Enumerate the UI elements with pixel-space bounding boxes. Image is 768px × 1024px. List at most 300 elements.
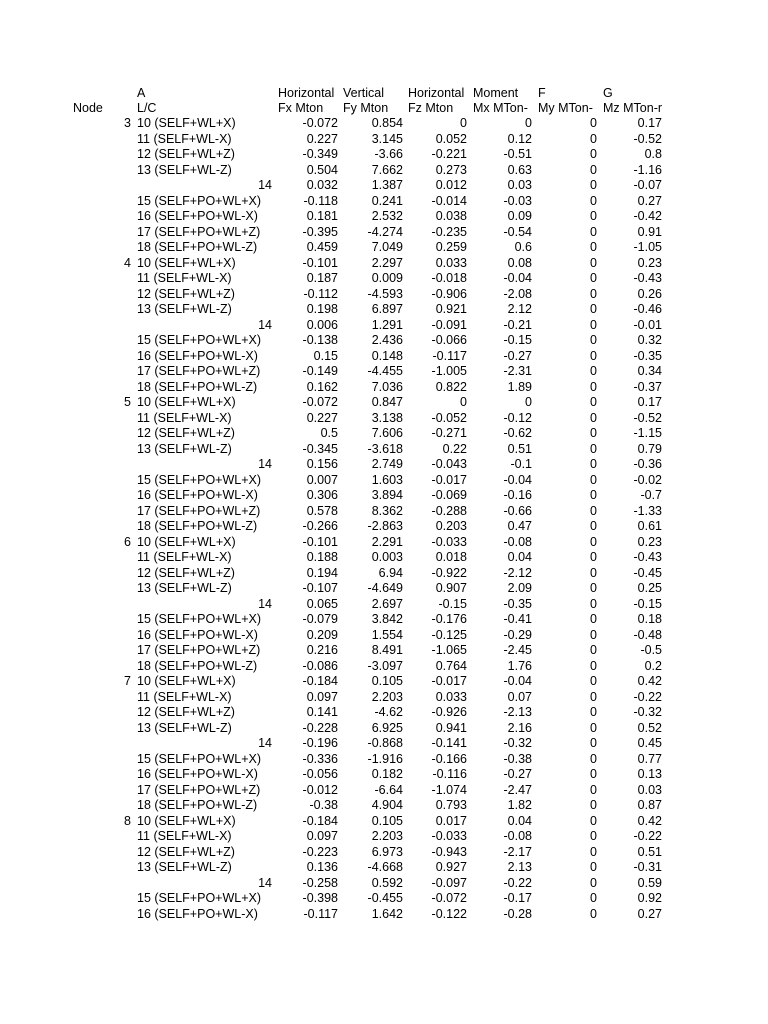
value-fz: -0.018 xyxy=(431,271,467,285)
value-fx: -0.258 xyxy=(302,875,338,890)
value-fz: -0.221 xyxy=(431,147,467,161)
value-mx: -0.27 xyxy=(503,767,532,781)
value-mx: -0.28 xyxy=(503,906,532,921)
header-row1-cell: Horizontal xyxy=(278,86,335,100)
value-my: 0 xyxy=(590,410,597,425)
value-fz: -0.116 xyxy=(432,767,467,781)
load-case: 13 (SELF+WL-Z) xyxy=(137,860,232,874)
load-case: 14 xyxy=(258,317,272,332)
value-fy: -1.916 xyxy=(367,751,403,766)
value-mx: -0.22 xyxy=(503,875,532,890)
value-fy: 3.138 xyxy=(371,410,403,425)
value-my: 0 xyxy=(590,333,597,347)
value-fz: -1.074 xyxy=(431,782,467,797)
value-mz: -0.52 xyxy=(633,410,662,425)
value-mz: 0.79 xyxy=(637,441,662,456)
value-fz: -0.141 xyxy=(431,736,467,750)
value-fx: 0.578 xyxy=(306,503,338,518)
value-mx: 0.04 xyxy=(507,813,532,828)
header-row1-cell: A xyxy=(137,86,146,100)
value-mx: 1.82 xyxy=(507,798,532,812)
load-case: 11 (SELF+WL-X) xyxy=(137,829,232,843)
header-row2-cell: Fz Mton xyxy=(408,101,454,115)
value-fy: 2.532 xyxy=(371,209,403,223)
value-fz: 0.907 xyxy=(435,581,467,595)
value-mz: -0.46 xyxy=(633,302,662,316)
value-my: 0 xyxy=(590,627,597,642)
value-mx: 1.76 xyxy=(507,658,532,673)
load-case: 10 (SELF+WL+X) xyxy=(137,813,236,828)
load-case: 12 (SELF+WL+Z) xyxy=(137,705,235,719)
value-mx: -0.38 xyxy=(503,751,532,766)
load-case: 17 (SELF+PO+WL+Z) xyxy=(137,224,261,239)
value-fz: 0.033 xyxy=(435,255,467,270)
value-fy: -4.668 xyxy=(367,860,403,874)
value-fy: -0.868 xyxy=(367,736,403,750)
value-fz: -0.072 xyxy=(431,891,467,905)
load-case: 13 (SELF+WL-Z) xyxy=(137,441,232,456)
value-my: 0 xyxy=(590,860,597,874)
value-fx: 0.209 xyxy=(306,627,338,642)
value-fy: 6.897 xyxy=(371,302,403,316)
value-fy: -4.455 xyxy=(367,364,403,378)
value-mx: 1.89 xyxy=(507,379,532,394)
value-fy: -2.863 xyxy=(367,519,403,533)
value-fy: 1.642 xyxy=(371,906,403,921)
value-fx: 0.504 xyxy=(306,162,338,177)
value-fz: -0.033 xyxy=(431,534,467,549)
value-mz: -0.37 xyxy=(633,379,662,394)
value-mz: 0.45 xyxy=(637,736,662,750)
load-case: 16 (SELF+PO+WL-X) xyxy=(137,488,258,502)
header-row1-cell: Horizontal xyxy=(408,86,465,100)
value-mz: 0.8 xyxy=(644,147,662,161)
value-mx: -2.45 xyxy=(503,643,532,657)
value-fy: -6.64 xyxy=(374,782,403,797)
load-case: 12 (SELF+WL+Z) xyxy=(137,844,235,859)
value-fx: 0.181 xyxy=(306,209,338,223)
value-mz: -0.07 xyxy=(633,178,662,192)
value-my: 0 xyxy=(590,813,597,828)
load-case: 12 (SELF+WL+Z) xyxy=(137,286,235,301)
value-mz: 0.17 xyxy=(637,395,662,409)
value-fx: -0.149 xyxy=(302,364,338,378)
value-my: 0 xyxy=(590,348,597,363)
value-my: 0 xyxy=(590,162,597,177)
value-mz: 0.34 xyxy=(637,364,662,378)
value-mz: -1.16 xyxy=(633,162,662,177)
value-fx: -0.118 xyxy=(303,193,338,208)
load-case: 17 (SELF+PO+WL+Z) xyxy=(137,503,261,518)
value-mx: 0.03 xyxy=(507,178,532,192)
header-row1-cell: G xyxy=(603,86,613,100)
load-case: 14 xyxy=(258,457,272,471)
value-fz: -0.288 xyxy=(431,503,467,518)
value-mz: 0.77 xyxy=(637,751,662,766)
value-fz: 0.822 xyxy=(435,379,467,394)
value-mx: -2.17 xyxy=(503,844,532,859)
value-fy: 2.203 xyxy=(371,829,403,843)
value-fz: 0.921 xyxy=(435,302,467,316)
value-mx: 0.51 xyxy=(507,441,532,456)
value-fx: -0.266 xyxy=(302,519,338,533)
header-row1-cell: F xyxy=(538,86,546,100)
value-fz: -0.097 xyxy=(431,875,467,890)
value-fy: -3.097 xyxy=(367,658,403,673)
value-fy: 0.182 xyxy=(371,767,403,781)
value-fz: -0.066 xyxy=(431,333,467,347)
load-case: 18 (SELF+PO+WL-Z) xyxy=(137,658,258,673)
value-mx: -0.27 xyxy=(503,348,532,363)
value-fx: -0.012 xyxy=(302,782,338,797)
load-case: 10 (SELF+WL+X) xyxy=(137,674,236,688)
value-my: 0 xyxy=(590,426,597,440)
header-row1-cell: Moment xyxy=(473,86,519,100)
header-row2-cell: Mz MTon-r xyxy=(603,101,663,115)
value-my: 0 xyxy=(590,906,597,921)
load-case: 13 (SELF+WL-Z) xyxy=(137,581,232,595)
value-mx: -0.1 xyxy=(510,457,532,471)
value-mx: -0.08 xyxy=(503,534,532,549)
value-mz: 0.91 xyxy=(637,224,662,239)
value-fy: 2.749 xyxy=(371,457,403,471)
value-my: 0 xyxy=(590,271,597,285)
value-fx: 0.162 xyxy=(306,379,338,394)
value-fy: 0.854 xyxy=(371,116,403,130)
value-fy: -3.618 xyxy=(367,441,403,456)
value-mz: 0.27 xyxy=(637,906,662,921)
value-fz: -0.271 xyxy=(431,426,467,440)
value-fz: -0.926 xyxy=(431,705,467,719)
value-mz: -0.42 xyxy=(633,209,662,223)
value-fx: 0.459 xyxy=(306,240,338,254)
value-fz: -1.065 xyxy=(431,643,467,657)
value-fx: -0.184 xyxy=(302,674,338,688)
value-mx: -0.51 xyxy=(503,147,532,161)
value-my: 0 xyxy=(590,891,597,905)
header-row1-cell: Vertical xyxy=(343,86,384,100)
value-mz: 0.2 xyxy=(644,658,662,673)
value-mx: -0.21 xyxy=(503,317,532,332)
value-fz: -0.125 xyxy=(431,627,467,642)
value-fx: -0.117 xyxy=(303,906,338,921)
value-fx: 0.097 xyxy=(306,829,338,843)
load-case: 12 (SELF+WL+Z) xyxy=(137,147,235,161)
load-case: 12 (SELF+WL+Z) xyxy=(137,426,235,440)
value-fz: -0.091 xyxy=(431,317,467,332)
value-fz: 0 xyxy=(460,116,467,130)
value-fx: -0.101 xyxy=(302,255,338,270)
value-my: 0 xyxy=(590,116,597,130)
value-my: 0 xyxy=(590,658,597,673)
value-fz: 0.018 xyxy=(435,550,467,564)
node-id: 3 xyxy=(124,116,131,130)
value-my: 0 xyxy=(590,550,597,564)
value-mx: 0.07 xyxy=(507,689,532,704)
value-fy: 0.592 xyxy=(371,875,403,890)
value-fx: -0.112 xyxy=(303,286,338,301)
header-row2-cell: My MTon- xyxy=(538,101,593,115)
value-my: 0 xyxy=(590,844,597,859)
value-mx: 0.63 xyxy=(507,162,532,177)
value-fy: 6.94 xyxy=(378,565,403,580)
value-mx: 0 xyxy=(525,116,532,130)
value-fy: 1.603 xyxy=(371,472,403,487)
node-id: 7 xyxy=(124,674,131,688)
value-fy: 2.436 xyxy=(371,333,403,347)
value-my: 0 xyxy=(590,519,597,533)
value-fy: 4.904 xyxy=(371,798,403,812)
value-fx: 0.5 xyxy=(320,426,338,440)
value-fy: -4.274 xyxy=(367,224,403,239)
value-mx: -0.03 xyxy=(503,193,532,208)
value-my: 0 xyxy=(590,193,597,208)
header-row2-cell: Mx MTon- xyxy=(473,101,528,115)
value-fx: 0.306 xyxy=(306,488,338,502)
value-my: 0 xyxy=(590,286,597,301)
value-my: 0 xyxy=(590,689,597,704)
value-mz: -0.7 xyxy=(640,488,662,502)
value-mx: -0.04 xyxy=(503,271,532,285)
value-fx: -0.345 xyxy=(302,441,338,456)
value-mz: 0.59 xyxy=(637,875,662,890)
load-case: 14 xyxy=(258,875,272,890)
value-fz: 0.038 xyxy=(435,209,467,223)
value-mz: -0.35 xyxy=(633,348,662,363)
load-case: 18 (SELF+PO+WL-Z) xyxy=(137,519,258,533)
value-mx: -0.15 xyxy=(503,333,532,347)
value-fx: -0.056 xyxy=(302,767,338,781)
value-mz: 0.61 xyxy=(637,519,662,533)
value-fz: -0.15 xyxy=(438,596,467,611)
value-fz: -0.176 xyxy=(431,612,467,626)
header-row2-cell: Node xyxy=(73,101,103,115)
value-fy: 7.049 xyxy=(371,240,403,254)
value-fy: 0.003 xyxy=(371,550,403,564)
value-fx: -0.228 xyxy=(302,720,338,735)
value-fz: 0.927 xyxy=(435,860,467,874)
value-fx: -0.101 xyxy=(302,534,338,549)
value-mx: -0.12 xyxy=(503,410,532,425)
load-case: 14 xyxy=(258,596,272,611)
value-fz: -1.005 xyxy=(431,364,467,378)
value-fz: -0.117 xyxy=(432,348,467,363)
header-row2-cell: Fy Mton xyxy=(343,101,389,115)
value-fy: -3.66 xyxy=(374,147,403,161)
load-case: 15 (SELF+PO+WL+X) xyxy=(137,751,262,766)
load-case: 16 (SELF+PO+WL-X) xyxy=(137,906,258,921)
value-fx: -0.223 xyxy=(302,844,338,859)
load-case: 13 (SELF+WL-Z) xyxy=(137,162,232,177)
value-my: 0 xyxy=(590,240,597,254)
value-fz: -0.943 xyxy=(431,844,467,859)
value-fy: 6.925 xyxy=(371,720,403,735)
value-fy: 0.105 xyxy=(371,674,403,688)
value-fz: -0.017 xyxy=(431,674,467,688)
value-fz: 0.012 xyxy=(435,178,467,192)
value-my: 0 xyxy=(590,255,597,270)
load-case: 13 (SELF+WL-Z) xyxy=(137,302,232,316)
value-fz: -0.069 xyxy=(431,488,467,502)
value-mz: -0.36 xyxy=(633,457,662,471)
node-id: 5 xyxy=(124,395,131,409)
value-fx: -0.395 xyxy=(302,224,338,239)
value-mz: -0.01 xyxy=(633,317,662,332)
value-mz: 0.13 xyxy=(637,767,662,781)
value-fz: 0.764 xyxy=(435,658,467,673)
value-my: 0 xyxy=(590,705,597,719)
load-case: 17 (SELF+PO+WL+Z) xyxy=(137,643,261,657)
value-mx: 2.12 xyxy=(507,302,532,316)
load-case: 16 (SELF+PO+WL-X) xyxy=(137,767,258,781)
value-my: 0 xyxy=(590,317,597,332)
value-my: 0 xyxy=(590,472,597,487)
value-mz: 0.42 xyxy=(637,813,662,828)
value-fz: 0.22 xyxy=(442,441,467,456)
value-fy: -4.649 xyxy=(367,581,403,595)
value-fx: -0.349 xyxy=(302,147,338,161)
value-fz: -0.235 xyxy=(431,224,467,239)
header-row2-cell: Fx Mton xyxy=(278,101,324,115)
value-my: 0 xyxy=(590,131,597,146)
value-fx: 0.097 xyxy=(306,689,338,704)
load-case: 16 (SELF+PO+WL-X) xyxy=(137,209,258,223)
value-my: 0 xyxy=(590,581,597,595)
value-mz: 0.26 xyxy=(637,286,662,301)
value-mz: -1.33 xyxy=(633,503,662,518)
value-fx: 0.198 xyxy=(306,302,338,316)
load-case: 12 (SELF+WL+Z) xyxy=(137,565,235,580)
value-fx: 0.227 xyxy=(306,410,338,425)
value-my: 0 xyxy=(590,534,597,549)
value-fy: 1.554 xyxy=(371,627,403,642)
value-fy: -4.593 xyxy=(367,286,403,301)
value-fy: -4.62 xyxy=(374,705,403,719)
value-fy: 1.291 xyxy=(371,317,403,332)
value-mz: 0.25 xyxy=(637,581,662,595)
value-fy: 3.894 xyxy=(371,488,403,502)
load-case: 16 (SELF+PO+WL-X) xyxy=(137,627,258,642)
value-fx: 0.227 xyxy=(306,131,338,146)
value-mz: 0.27 xyxy=(637,193,662,208)
value-fx: -0.072 xyxy=(302,395,338,409)
value-fx: 0.15 xyxy=(313,348,338,363)
value-fz: 0 xyxy=(460,395,467,409)
value-mx: -2.08 xyxy=(503,286,532,301)
header-row2-cell: L/C xyxy=(137,101,157,115)
value-mx: -0.04 xyxy=(503,674,532,688)
value-mx: -0.32 xyxy=(503,736,532,750)
value-my: 0 xyxy=(590,441,597,456)
value-my: 0 xyxy=(590,751,597,766)
value-my: 0 xyxy=(590,224,597,239)
value-fz: 0.052 xyxy=(435,131,467,146)
value-fy: 8.362 xyxy=(371,503,403,518)
value-mx: -0.29 xyxy=(503,627,532,642)
value-fx: -0.079 xyxy=(302,612,338,626)
value-my: 0 xyxy=(590,178,597,192)
value-my: 0 xyxy=(590,209,597,223)
value-mx: -0.54 xyxy=(503,224,532,239)
value-my: 0 xyxy=(590,596,597,611)
value-mz: 0.51 xyxy=(637,844,662,859)
value-mx: 2.09 xyxy=(507,581,532,595)
value-fy: 0.241 xyxy=(371,193,403,208)
load-case: 14 xyxy=(258,178,272,192)
value-fz: 0.941 xyxy=(435,720,467,735)
load-case: 18 (SELF+PO+WL-Z) xyxy=(137,379,258,394)
value-fz: -0.122 xyxy=(431,906,467,921)
value-mz: -0.45 xyxy=(633,565,662,580)
value-mx: -0.62 xyxy=(503,426,532,440)
load-case: 11 (SELF+WL-X) xyxy=(137,271,232,285)
value-fy: 2.697 xyxy=(371,596,403,611)
value-my: 0 xyxy=(590,612,597,626)
value-mz: -0.43 xyxy=(633,550,662,564)
value-mx: -0.41 xyxy=(503,612,532,626)
value-mx: -2.13 xyxy=(503,705,532,719)
value-mx: 0 xyxy=(525,395,532,409)
value-mz: -1.05 xyxy=(633,240,662,254)
value-fx: 0.187 xyxy=(306,271,338,285)
value-fx: -0.38 xyxy=(309,798,338,812)
value-my: 0 xyxy=(590,147,597,161)
value-my: 0 xyxy=(590,798,597,812)
value-fy: 7.662 xyxy=(371,162,403,177)
value-mx: 0.08 xyxy=(507,255,532,270)
load-case: 15 (SELF+PO+WL+X) xyxy=(137,612,262,626)
value-fy: 8.491 xyxy=(371,643,403,657)
value-fx: 0.007 xyxy=(306,472,338,487)
value-mz: -0.32 xyxy=(633,705,662,719)
value-fy: -0.455 xyxy=(367,891,403,905)
value-my: 0 xyxy=(590,488,597,502)
value-fz: -0.033 xyxy=(431,829,467,843)
value-fx: 0.216 xyxy=(306,643,338,657)
value-fz: -0.014 xyxy=(431,193,467,208)
load-case: 11 (SELF+WL-X) xyxy=(137,550,232,564)
value-mz: 0.23 xyxy=(637,255,662,270)
value-fx: -0.107 xyxy=(302,581,338,595)
value-mz: 0.42 xyxy=(637,674,662,688)
value-mx: -0.04 xyxy=(503,472,532,487)
value-fy: 7.606 xyxy=(371,426,403,440)
value-fx: 0.188 xyxy=(306,550,338,564)
value-mx: 0.09 xyxy=(507,209,532,223)
value-fz: 0.033 xyxy=(435,689,467,704)
value-my: 0 xyxy=(590,302,597,316)
value-fy: 1.387 xyxy=(371,178,403,192)
load-case: 15 (SELF+PO+WL+X) xyxy=(137,333,262,347)
load-case: 15 (SELF+PO+WL+X) xyxy=(137,891,262,905)
value-mx: -2.31 xyxy=(503,364,532,378)
value-mz: -0.31 xyxy=(633,860,662,874)
value-fy: 6.973 xyxy=(371,844,403,859)
value-mz: 0.32 xyxy=(637,333,662,347)
value-mz: -1.15 xyxy=(633,426,662,440)
value-my: 0 xyxy=(590,379,597,394)
value-mx: 0.6 xyxy=(514,240,532,254)
value-my: 0 xyxy=(590,503,597,518)
value-mz: -0.43 xyxy=(633,271,662,285)
value-mz: -0.02 xyxy=(633,472,662,487)
value-my: 0 xyxy=(590,875,597,890)
load-case: 15 (SELF+PO+WL+X) xyxy=(137,472,262,487)
load-case: 16 (SELF+PO+WL-X) xyxy=(137,348,258,363)
value-fx: -0.138 xyxy=(302,333,338,347)
value-mx: -0.08 xyxy=(503,829,532,843)
value-fz: 0.793 xyxy=(435,798,467,812)
